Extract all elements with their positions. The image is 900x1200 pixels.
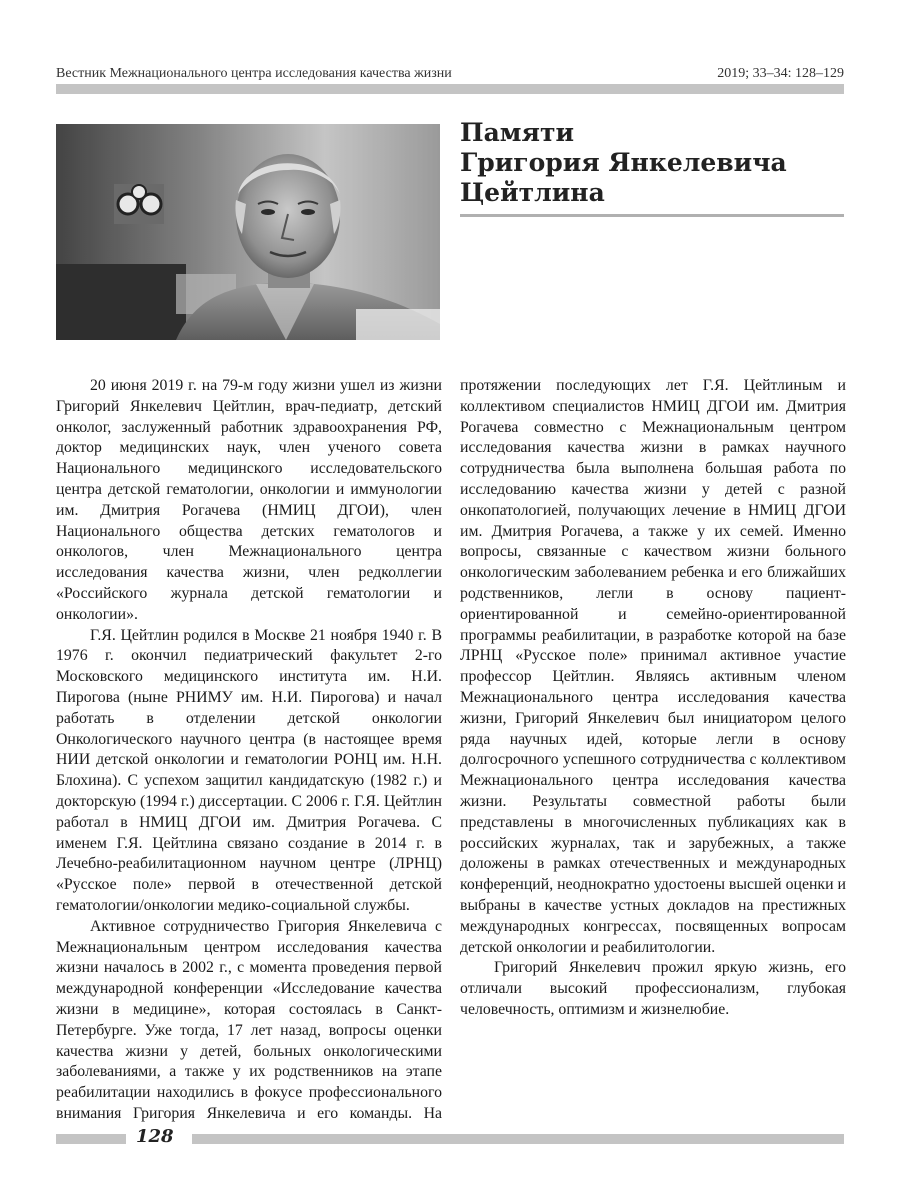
title-line: Григория Янкелевича: [460, 148, 787, 177]
journal-title: Вестник Межнационального центра исследования качества жизни: [56, 66, 452, 81]
body-paragraph: Г.Я. Цейтлин родился в Москве 21 ноября 1940 г. В 1976 г. окончил педиатрический факультет 2-го Московского медицинского института им. Н.И. Пирогова (ныне РНИМУ им. Н.И. Пирогова) и начал работать в отделении детской онкологии Онкологического научного центра (в настоящее время НИИ детской онкологии и гематологии РОНЦ им. Н.Н. Блохина). С успехом защитил кандидатскую (1982 г.) и докторскую (1994 г.) диссертации. С 2006 г. Г.Я. Цейтлин работал в НМИЦ ДГОИ им. Дмитрия Рогачева. С именем Г.Я. Цейтлина связано создание в 2014 г. в Лечебно-реабилитационном научном центре (ЛРНЦ) «Русское поле» первой в отечественной детской гематологии/онкологии медико-социальной службы.: [56, 626, 442, 914]
body-paragraph: Активное сотрудничество Григория Янкелевича с Межнациональным центром исследования качества жизни началось в 2002 г., с момента проведения первой международной конференции «Исследование качества жизни в медицине», которая состоялась в Санкт-Петербурге. Уже тогда, 17 лет назад, вопросы оценки качества жизни у детей, больных онкологическими заболеваниями, а также у их родственников на этапе реабилитации находились в фокусе профессионального внимания Григория Янкелевича и его команды. На протяжении последующих лет Г.Я. Цейтлиным и коллективом специалистов НМИЦ ДГОИ им. Дмитрия Рогачева совместно с Межнациональным центром исследования качества жизни в рамках научного сотрудничества была выполнена большая работа по исследованию качества жизни у детей с разной онкопатологией, получающих лечение в НМИЦ ДГОИ им. Дмитрия Рогачева, а также у их семей. Именно вопросы, связанные с качеством жизни больного онкологическим заболеванием ребенка и его ближайших родственников, легли в основу пациент-ориентированной и семейно-ориентированной программы реабилитации, в разработке которой на базе ЛРНЦ «Русское поле» принимал активное участие профессор Цейтлин. Являясь активным членом Межнационального центра исследования качества жизни, Григорий Янкелевич был инициатором целого ряда научных идей, которые легли в основу долгосрочного успешного сотрудничества с коллективом Межнационального центра исследования качества жизни. Результаты совместной работы были представлены в многочисленных публикациях как в российских журналах, так и зарубежных, а также доложены в рамках отечественных и международных конференций, неоднократно удостоены высшей оценки и выбраны в качестве устных докладов на престижных международных конгрессах, посвященных вопросам детской онкологии и реабилитологии.: [56, 377, 846, 1122]
portrait-photo: [56, 124, 440, 340]
body-paragraph: Григорий Янкелевич прожил яркую жизнь, его отличали высокий профессионализм, глубокая человечность, оптимизм и жизнелюбие.: [460, 959, 846, 1018]
body-paragraph: 20 июня 2019 г. на 79-м году жизни ушел из жизни Григорий Янкелевич Цейтлин, врач-педиатр, детский онколог, заслуженный работник здравоохранения РФ, доктор медицинских наук, член ученого совета Национального медицинского исследовательского центра детской гематологии, онкологии и иммунологии им. Дмитрия Рогачева (НМИЦ ДГОИ), член Национального общества детских гематологов и онкологов, член Межнационального центра исследования качества жизни, член редколлегии «Российского журнала детской гематологии и онкологии».: [56, 377, 442, 623]
footer-bar-left: [56, 1134, 126, 1144]
page-number: 128: [136, 1126, 174, 1147]
article-title: [460, 118, 844, 208]
header-bar: [56, 84, 844, 94]
article-body: [56, 376, 846, 1132]
title-underline: [460, 214, 844, 217]
title-line: Цейтлина: [460, 178, 605, 207]
title-line: Памяти: [460, 118, 575, 147]
footer-bar-right: [192, 1134, 844, 1144]
issue-info: 2019; 33–34: 128–129: [717, 66, 844, 81]
